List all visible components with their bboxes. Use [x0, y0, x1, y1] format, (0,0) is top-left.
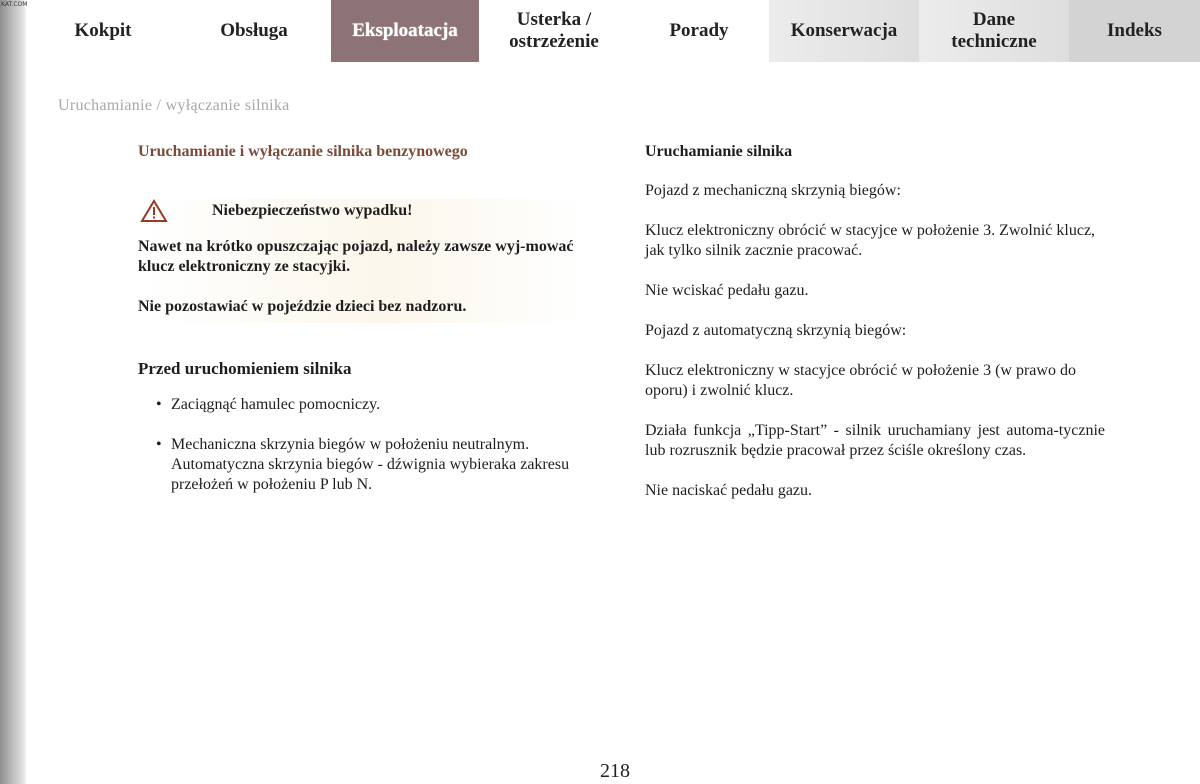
tab-label-line1: Dane: [972, 9, 1016, 30]
tab-label: Obsługa: [220, 20, 288, 41]
tab-dane-techniczne[interactable]: [919, 0, 1069, 62]
tab-label-line2: ostrzeżenie: [509, 31, 599, 52]
warning-triangle-icon: [140, 199, 168, 223]
paragraph: Klucz elektroniczny obrócić w stacyjce w położenie 3. Zwolnić klucz, jak tylko silnik zacznie pracować.: [645, 222, 1096, 259]
page-edge-strip: [0, 0, 26, 784]
left-column: [138, 143, 588, 495]
tab-label-line1: Usterka /: [516, 9, 592, 30]
warning-header: [140, 199, 588, 223]
warning-text-1: Nawet na krótko opuszczając pojazd, należy zawsze wyj-mować klucz elektroniczny ze stacyjki.: [138, 238, 574, 275]
breadcrumb: Uruchamianie / wyłączanie silnika: [58, 97, 290, 114]
tab-label: Porady: [669, 20, 729, 41]
paragraph: Pojazd z mechaniczną skrzynią biegów:: [645, 182, 901, 199]
list-item: [138, 435, 588, 495]
bullet-icon: •: [156, 436, 162, 453]
tab-kokpit[interactable]: [28, 0, 178, 62]
paragraph: Nie wciskać pedału gazu.: [645, 282, 809, 299]
tab-usterka-ostrzezenie[interactable]: [479, 0, 629, 62]
tab-label: Konserwacja: [790, 20, 898, 41]
paragraph: Nie naciskać pedału gazu.: [645, 482, 813, 499]
warning-text-2: Nie pozostawiać w pojeździe dzieci bez nadzoru.: [138, 298, 467, 315]
section-tabs: [28, 0, 1200, 62]
list-item-text: Zaciągnąć hamulec pomocniczy.: [171, 396, 381, 413]
tab-eksploatacja[interactable]: [331, 0, 479, 62]
page-number: 218: [600, 760, 630, 782]
tab-porady[interactable]: [629, 0, 769, 62]
subheading-before-start: Przed uruchomieniem silnika: [138, 359, 352, 378]
tab-label-line2: techniczne: [951, 31, 1037, 52]
tab-label: Kokpit: [74, 20, 132, 41]
bullet-icon: •: [156, 396, 162, 413]
paragraph: Klucz elektroniczny w stacyjce obrócić w położenie 3 (w prawo do oporu) i zwolnić klucz.: [645, 362, 1076, 399]
tab-obsluga[interactable]: [178, 0, 330, 62]
watermark: KAT.COM: [1, 1, 28, 8]
tab-konserwacja[interactable]: [769, 0, 919, 62]
tab-indeks[interactable]: [1069, 0, 1200, 62]
section-title: Uruchamianie i wyłączanie silnika benzynowego: [138, 143, 468, 160]
precondition-list: [138, 395, 588, 495]
tab-label: Indeks: [1107, 20, 1162, 41]
list-item: [138, 395, 588, 415]
warning-title: Niebezpieczeństwo wypadku!: [212, 202, 413, 219]
list-item-text: Mechaniczna skrzynia biegów w położeniu neutralnym. Automatyczna skrzynia biegów - dźwignia wybieraka zakresu przełożeń w położeniu P lub N.: [171, 436, 570, 493]
starting-engine-heading: Uruchamianie silnika: [645, 143, 793, 160]
paragraph: Pojazd z automatyczną skrzynią biegów:: [645, 322, 907, 339]
paragraph: Działa funkcja „Tipp-Start” - silnik uruchamiany jest automa-tycznie lub rozrusznik będzie pracował przez ściśle określony czas.: [645, 422, 1105, 459]
tab-label: Eksploatacja: [352, 20, 458, 41]
right-column: [645, 143, 1105, 501]
warning-box: [138, 199, 588, 323]
